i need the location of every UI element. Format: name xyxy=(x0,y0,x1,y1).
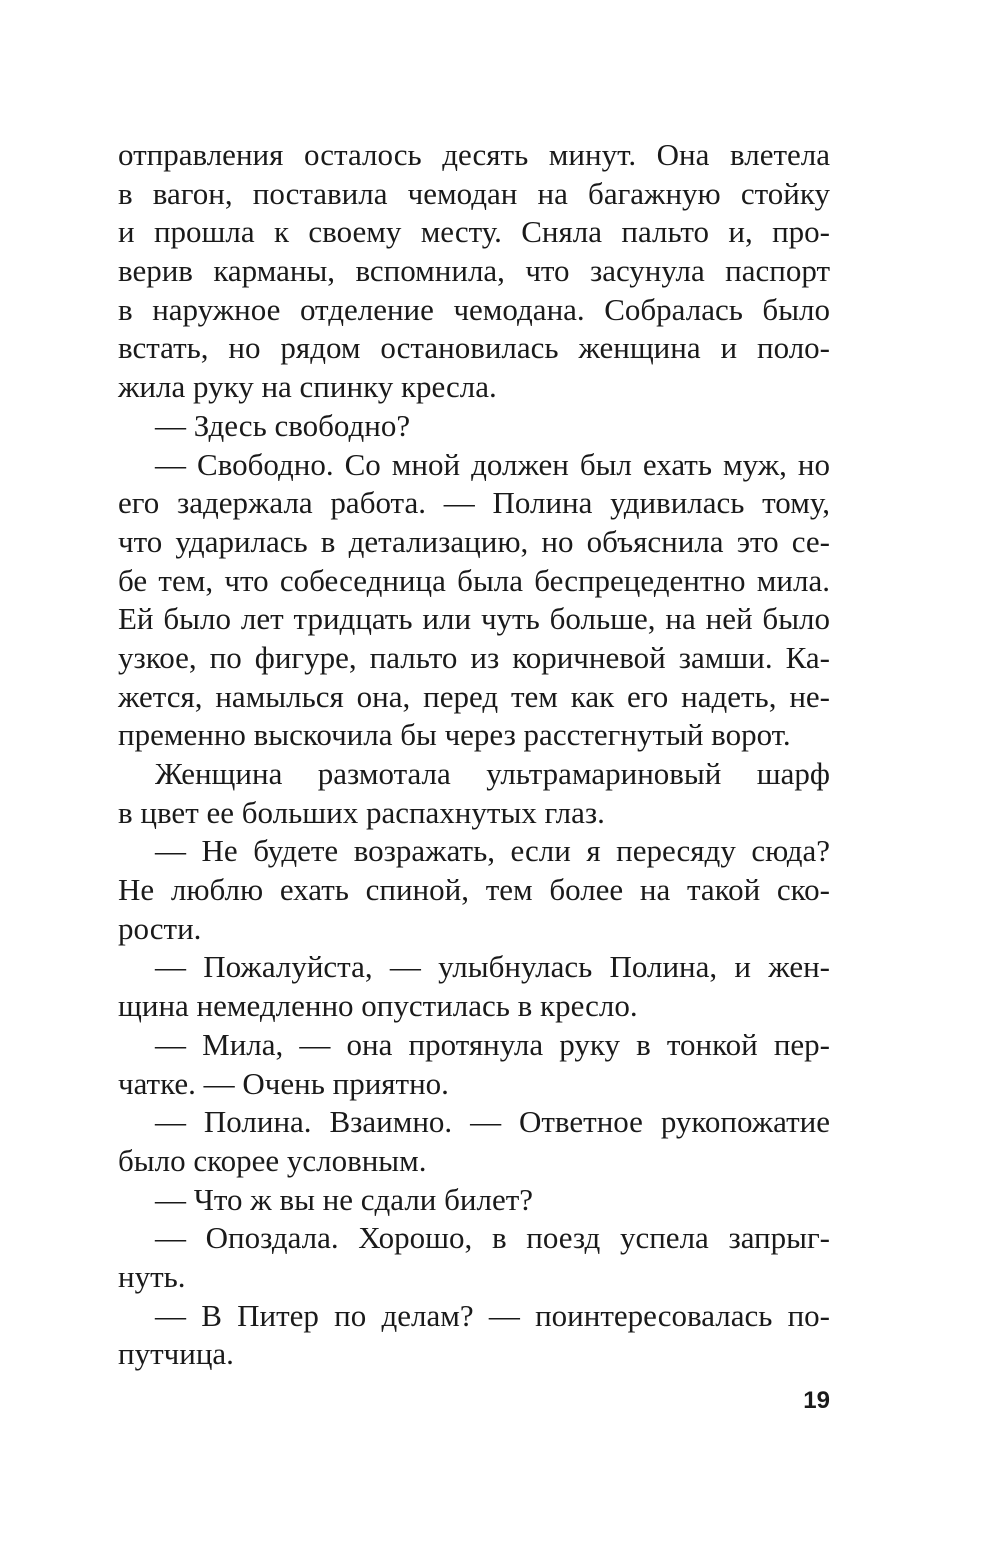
text-line: нуть. xyxy=(118,1258,186,1294)
page-body-text xyxy=(118,136,830,1374)
page-number: 19 xyxy=(803,1387,830,1414)
text-line: Ей было лет тридцать или чуть больше, на ней было xyxy=(118,601,830,637)
text-line: рости. xyxy=(118,910,202,946)
text-line: Женщина размотала ультрамариновый шарф xyxy=(155,756,830,791)
text-line: в вагон, поставила чемодан на багажную стойку xyxy=(118,175,830,211)
text-line: его задержала работа. — Полина удивилась тому, xyxy=(118,485,830,521)
text-line: отправления осталось десять минут. Она влетела xyxy=(118,137,830,172)
text-line: было скорее условным. xyxy=(118,1142,427,1178)
text-line: в наружное отделение чемодана. Собралась было xyxy=(118,291,830,327)
text-line: — Свободно. Со мной должен был ехать муж, но xyxy=(155,446,830,482)
text-line: узкое, по фигуре, пальто из коричневой замши. Ка- xyxy=(118,639,830,675)
text-line: в цвет ее больших распахнутых глаз. xyxy=(118,794,605,830)
text-line: жила руку на спинку кресла. xyxy=(118,369,497,405)
text-line: — Опоздала. Хорошо, в поезд успела запрыг- xyxy=(155,1220,830,1256)
text-line: что ударилась в детализацию, но объяснила это се- xyxy=(118,523,830,559)
text-line: — Пожалуйста, — улыбнулась Полина, и жен- xyxy=(155,949,830,985)
text-line: Не люблю ехать спиной, тем более на такой ско- xyxy=(118,872,830,908)
text-line: пременно выскочила бы через расстегнутый ворот. xyxy=(118,717,791,753)
text-line: путчица. xyxy=(118,1336,234,1372)
text-line: — Полина. Взаимно. — Ответное рукопожатие xyxy=(155,1104,830,1140)
text-line: жется, намылься она, перед тем как его надеть, не- xyxy=(118,678,830,714)
text-line: — Здесь свободно? xyxy=(155,407,411,443)
text-line: — В Питер по делам? — поинтересовалась по- xyxy=(155,1297,830,1333)
text-line: и прошла к своему месту. Сняла пальто и, про- xyxy=(118,214,830,250)
text-line: щина немедленно опустилась в кресло. xyxy=(118,988,638,1024)
text-line: — Мила, — она протянула руку в тонкой пер- xyxy=(155,1026,830,1062)
text-line: встать, но рядом остановилась женщина и поло- xyxy=(118,330,830,366)
text-line: верив карманы, вспомнила, что засунула паспорт xyxy=(118,253,830,289)
text-line: — Не будете возражать, если я пересяду сюда? xyxy=(155,833,830,869)
text-line: чатке. — Очень приятно. xyxy=(118,1065,449,1101)
text-line: — Что ж вы не сдали билет? xyxy=(155,1181,534,1217)
text-line: бе тем, что собеседница была беспрецедентно мила. xyxy=(118,562,830,598)
